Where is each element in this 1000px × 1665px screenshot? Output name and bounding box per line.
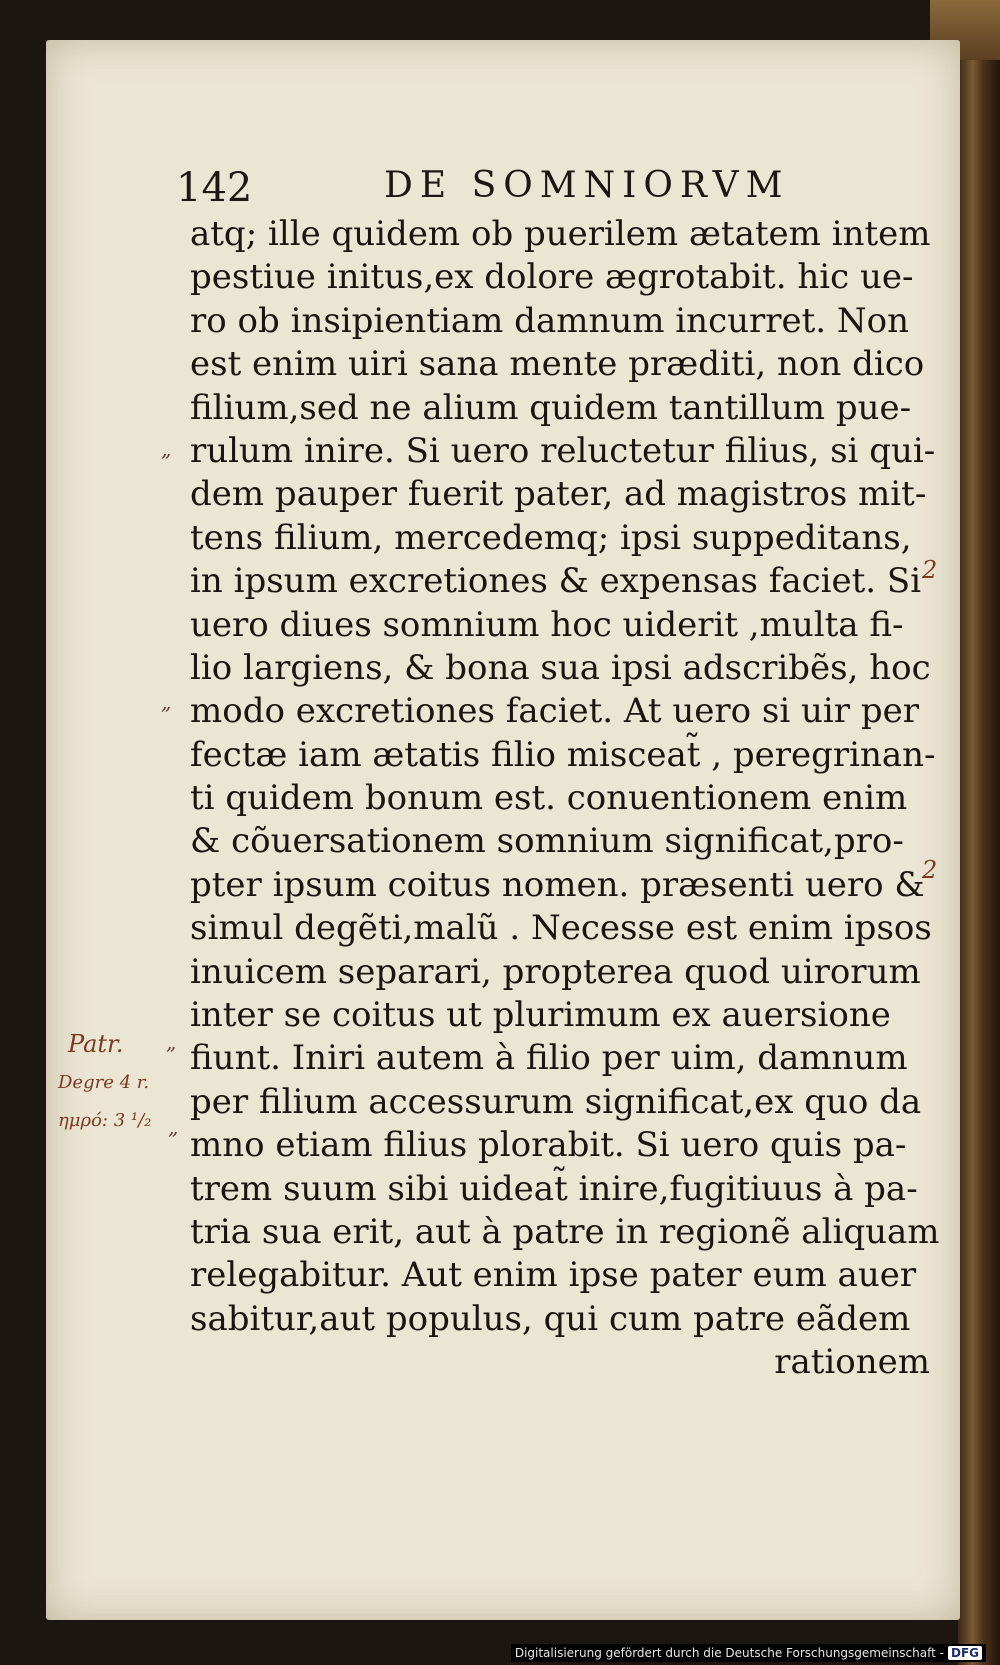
text-line: sabitur,aut populus, qui cum patre eãdem [190, 1298, 911, 1339]
running-head: DE SOMNIORVM [384, 165, 790, 206]
text-line: in ipsum excretiones & expensas faciet. Si [190, 561, 922, 602]
text-line: ti quidem bonum est. conuentionem enim [190, 778, 908, 819]
text-line: relegabitur. Aut enim ipse pater eum auer [190, 1255, 917, 1296]
margin-quote-mark: „ [161, 437, 172, 461]
book-binding-edge [958, 0, 1000, 1665]
text-line: simul degẽti,malũ . Necesse est enim ipsos [190, 908, 932, 949]
text-line: tens filium, mercedemq; ipsi suppeditans, [190, 517, 912, 558]
text-line: & cõuersationem somnium significat,pro- [190, 821, 904, 862]
margin-number: 2 [922, 856, 938, 884]
handwritten-note: Degre 4 r. [58, 1072, 150, 1093]
margin-quote-mark: „ [166, 1030, 177, 1054]
text-line: lio largiens, & bona sua ipsi adscribẽs, hoc [190, 647, 931, 688]
text-line: est enim uiri sana mente præditi, non dico [190, 344, 925, 385]
text-line: ro ob insipientiam damnum incurret. Non [190, 300, 910, 341]
text-line: mno etiam filius plorabit. Si uero quis pa- [190, 1125, 907, 1166]
handwritten-note: Patr. [68, 1030, 124, 1058]
text-line: atq; ille quidem ob puerilem ætatem intem [190, 214, 931, 254]
text-line: inter se coitus ut plurimum ex auersione [190, 995, 891, 1036]
text-line: fiunt. Iniri autem à filio per uim, damnum [190, 1038, 908, 1079]
body-text [190, 213, 940, 1385]
text-line: dem pauper fuerit pater, ad magistros mit- [190, 474, 927, 515]
margin-quote-mark: „ [161, 690, 172, 714]
text-line: modo excretiones faciet. At uero si uir per [190, 691, 919, 732]
handwritten-note: ημρό: 3 ¹/₂ [58, 1110, 152, 1131]
text-line: tria sua erit, aut à patre in regionẽ aliquam [190, 1211, 940, 1252]
footer-text: Digitalisierung gefördert durch die Deutsche Forschungsgemeinschaft - [514, 1646, 944, 1660]
catchword: rationem [774, 1342, 930, 1383]
text-line: pter ipsum coitus nomen. præsenti uero & [190, 864, 925, 905]
text-line: rulum inire. Si uero reluctetur filius, si qui- [190, 430, 936, 471]
page-header [176, 165, 876, 215]
digitization-footer [511, 1644, 986, 1662]
text-line: pestiue initus,ex dolore ægrotabit. hic ue- [190, 257, 914, 298]
margin-number: 2 [922, 556, 938, 584]
text-line: per filium accessurum significat,ex quo da [190, 1081, 922, 1122]
page-number: 142 [176, 165, 253, 211]
text-line: trem suum sibi uideat̃ inire,fugitiuus à pa- [190, 1168, 918, 1209]
dfg-logo: DFG [948, 1646, 982, 1660]
text-line: inuicem separari, propterea quod uirorum [190, 951, 921, 992]
text-line: fectæ iam ætatis filio misceat̃ , peregrinan- [190, 734, 936, 775]
book-page [46, 40, 960, 1620]
text-line: filium,sed ne alium quidem tantillum pue- [190, 387, 912, 428]
text-line: uero diues somnium hoc uiderit ,multa fi- [190, 604, 904, 645]
margin-quote-mark: „ [168, 1115, 179, 1139]
